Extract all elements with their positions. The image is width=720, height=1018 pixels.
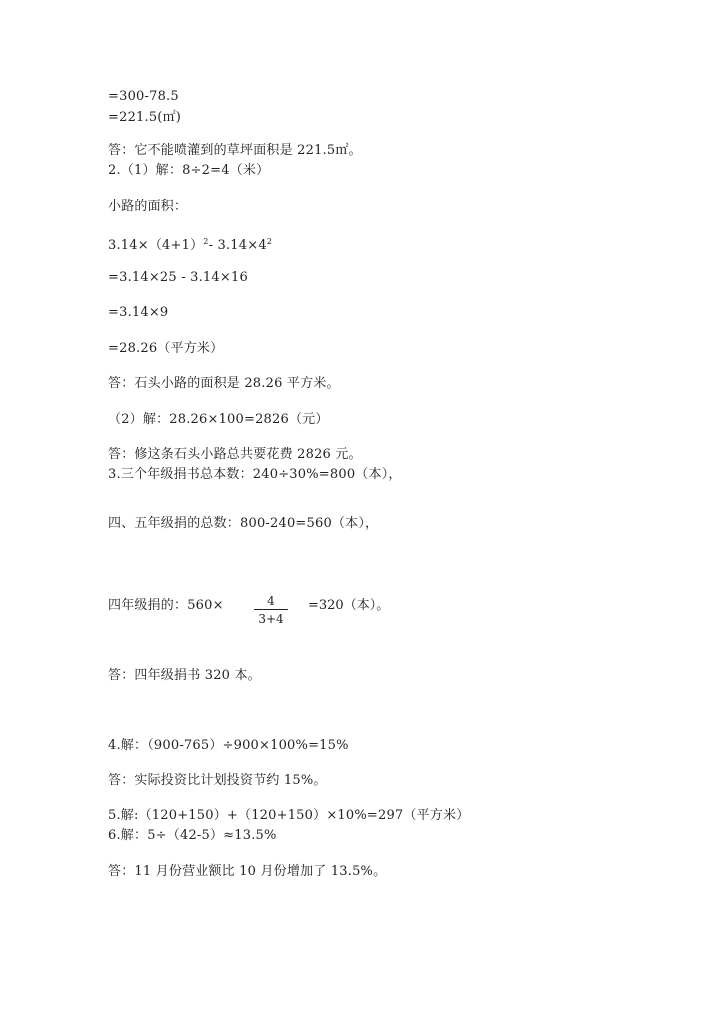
- text-line-6-a: 3.14×（4+1）: [108, 238, 204, 253]
- text-line-13: 3.三个年级捐书总本数：240÷30%=800（本），: [108, 467, 402, 482]
- text-line-4: 2.（1）解：8÷2=4（米）: [108, 163, 270, 178]
- text-line-15-post: =320（本）。: [308, 598, 390, 613]
- text-line-16: 答：四年级捐书 320 本。: [108, 668, 261, 683]
- text-line-18: 答：实际投资比计划投资节约 15%。: [108, 773, 327, 788]
- text-line-9: =28.26（平方米）: [108, 341, 224, 356]
- text-line-1: =300-78.5: [108, 89, 179, 104]
- text-line-2: [108, 110, 181, 126]
- text-line-6-b: - 3.14×4: [208, 238, 267, 253]
- text-line-19: 5.解:（120+150）+（120+150）×10%=297（平方米）: [108, 808, 470, 823]
- text-line-2-post: ): [175, 110, 182, 125]
- text-line-17: 4.解：（900-765）÷900×100%=15%: [108, 738, 349, 753]
- fraction-numerator: 4: [267, 594, 275, 608]
- text-line-11: （2）解：28.26×100=2826（元）: [108, 412, 329, 427]
- fraction-bar: [254, 609, 288, 610]
- text-line-7: =3.14×25 - 3.14×16: [108, 270, 248, 285]
- text-line-3: 答：它不能喷灌到的草坪面积是 221.5㎡。: [108, 143, 362, 158]
- text-line-21: 答：11 月份营业额比 10 月份增加了 13.5%。: [108, 864, 387, 879]
- text-line-10: 答：石头小路的面积是 28.26 平方米。: [108, 376, 340, 391]
- fraction: [254, 594, 288, 626]
- text-line-12: 答：修这条石头小路总共要花费 2826 元。: [108, 447, 362, 462]
- text-line-2-pre: =221.5(: [108, 110, 163, 125]
- text-line-2-unit: ㎡: [162, 110, 176, 125]
- text-line-5: 小路的面积：: [108, 199, 188, 214]
- text-line-8: =3.14×9: [108, 305, 169, 320]
- text-line-15-pre: 四年级捐的：560×: [108, 598, 224, 613]
- exponent-1: 2: [203, 237, 209, 246]
- fraction-denominator: 3+4: [258, 612, 284, 626]
- text-line-14: 四、五年级捐的总数：800-240=560（本），: [108, 516, 379, 531]
- text-line-20: 6.解：5÷（42-5）≈13.5%: [108, 828, 277, 843]
- text-line-6: [108, 234, 272, 254]
- exponent-2: 2: [266, 237, 273, 246]
